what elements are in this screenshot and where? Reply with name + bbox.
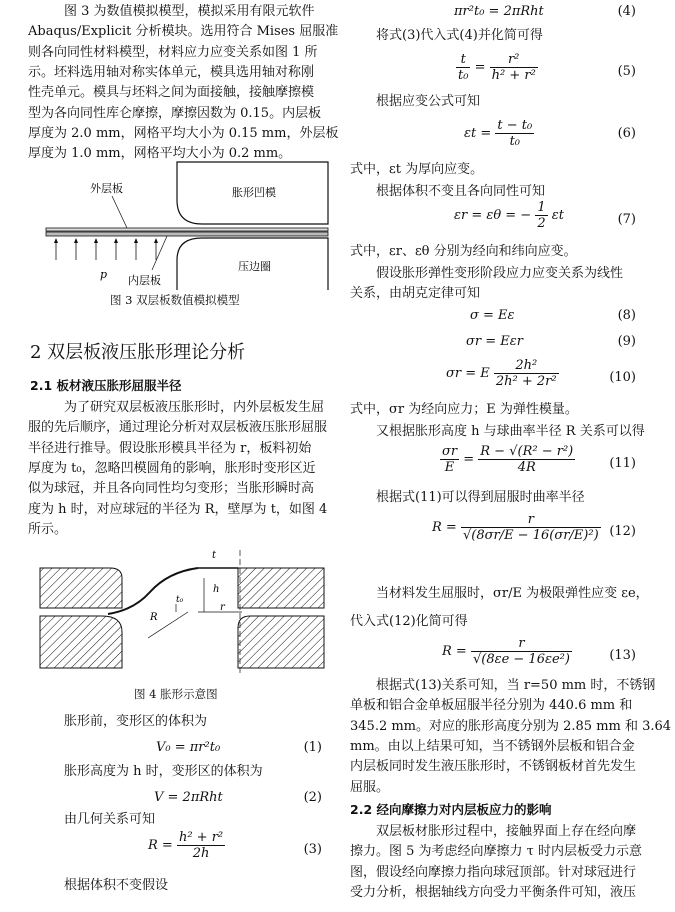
equation-10-num: 2h² — [494, 358, 559, 374]
equation-5: $\frac{t}{\text{t₀}}$ = $\frac{\text{r²}}{\text{h² + r²}}$ (5) — [458, 52, 636, 83]
equation-3 — [148, 830, 330, 861]
para22-line: 擦力。图 5 为考虑经向摩擦力 τ 时内层板受力示意 — [350, 844, 642, 860]
para21-line: 服的先后顺序，通过理论分析对双层板液压胀形屈服 — [28, 420, 328, 436]
result-line: 345.2 mm。对应的胀形高度分别为 2.85 mm 和 3.64 — [350, 718, 672, 734]
equation-5-number: (5) — [617, 64, 636, 79]
para21-line: 为了研究双层板液压胀形时，内外层板发生屈 — [64, 400, 325, 415]
equation-3-lhs: R = — [148, 838, 173, 853]
equation-1-number: (1) — [303, 740, 322, 755]
figure-3-diagram — [42, 160, 332, 290]
text-eq6: 根据应变公式可知 — [376, 94, 481, 109]
equation-4-body: πr²t₀ = 2πRht — [454, 4, 544, 19]
equation-10 — [446, 358, 644, 389]
equation-5-lhs — [456, 52, 470, 83]
equation-10-lhs: σr = E — [446, 366, 490, 381]
equation-4-number: (4) — [617, 4, 636, 19]
equation-6-lhs: εt = — [464, 126, 492, 141]
text-eq13a: 当材料发生屈服时，σr/E 为极限弹性应变 εe， — [376, 586, 649, 601]
fig3-label-ring: 压边圈 — [238, 260, 271, 273]
equation-10-fraction — [494, 358, 559, 389]
fig4-label-R: R — [150, 612, 158, 623]
equation-5-lhs-den: t₀ — [458, 68, 469, 83]
text-hooke-2: 关系，由胡克定律可知 — [350, 286, 481, 301]
equation-12-num: r — [461, 512, 601, 528]
equation-2 — [154, 790, 330, 805]
para22-line: 图，假设经向摩擦力指向球冠顶部。针对球冠进行 — [350, 864, 637, 880]
figure-4-caption: 图 4 胀形示意图 — [134, 687, 218, 701]
text-before-eq3: 由几何关系可知 — [64, 812, 156, 827]
equation-13-fraction — [471, 636, 572, 667]
equation-12-lhs: R = — [432, 520, 457, 535]
equation-8-body: σ = Eε — [470, 308, 515, 323]
equation-3-fraction — [177, 830, 225, 861]
equation-10-den: 2h² + 2r² — [495, 374, 557, 389]
para21-line: 所示。 — [28, 521, 68, 537]
intro-line: 图 3 为数值模拟模型，模拟采用有限元软件 — [64, 4, 315, 19]
para21-line: 半径进行推导。假设胀形模具半径为 r，板料初始 — [28, 440, 312, 456]
equation-12-den: √(8σr/E − 16(σr/E)²) — [462, 528, 599, 543]
fig4-label-h: h — [213, 584, 220, 595]
equation-3-numerator: h² + r² — [178, 830, 224, 845]
para22-line: 双层板材胀形过程中，接触界面上存在经向摩 — [376, 824, 637, 839]
intro-line: 厚度为 1.0 mm，网格平均大小为 0.2 mm。 — [28, 146, 292, 162]
para21-line: 似为球冠，并且各向同性均匀变形；当胀形瞬时高 — [28, 481, 315, 497]
equation-12-number: (12) — [609, 524, 636, 539]
equation-11-num: R − √(R² − r²) — [480, 444, 574, 459]
equation-12 — [432, 512, 644, 543]
equation-3-denominator: 2h — [192, 846, 210, 861]
equation-7-body: εr = εθ = − — [454, 208, 532, 223]
text-eq4: 将式(3)代入式(4)并化简可得 — [376, 28, 543, 43]
section-2-2-heading: 2.2 经向摩擦力对内层板应力的影响 — [350, 802, 552, 817]
equation-7-fraction — [535, 200, 547, 231]
result-line: 根据式(13)关系可知，当 r=50 mm 时，不锈钢 — [376, 678, 656, 693]
equation-7-number: (7) — [617, 212, 636, 227]
section-2-1-heading: 2.1 板材液压胀形屈服半径 — [30, 378, 182, 393]
intro-line: 厚度为 2.0 mm，网格平均大小为 0.15 mm，外层板 — [28, 125, 339, 141]
equation-2-body: V = 2πRht — [154, 790, 223, 805]
figure-3-caption: 图 3 双层板数值模拟模型 — [110, 293, 240, 307]
equation-9 — [466, 334, 644, 349]
result-line: 单板和铝合金单板屈服半径分别为 440.6 mm 和 — [350, 698, 633, 714]
para21-line: 度为 h 时，对应球冠的半径为 R，壁厚为 t，如图 4 — [28, 501, 328, 517]
equation-7-tail: εt — [551, 208, 564, 223]
equation-13-den: √(8εe − 16εe²) — [472, 652, 570, 667]
equation-13-lhs: R = — [442, 644, 467, 659]
equation-7 — [454, 200, 644, 231]
text-eq12: 根据式(11)可以得到屈服时曲率半径 — [376, 490, 585, 505]
equation-11-lhs-num: σr — [442, 444, 458, 459]
equation-2-number: (2) — [303, 790, 322, 805]
intro-line: Abaqus/Explicit 分析模块。选用符合 Mises 屈服准 — [28, 24, 339, 40]
fig4-label-t0: t₀ — [176, 595, 184, 605]
equation-4 — [454, 4, 644, 19]
equation-11-lhs-den: E — [444, 460, 455, 475]
intro-line: 示。坯料选用轴对称实体单元，模具选用轴对称刚 — [28, 64, 315, 80]
equation-6-fraction — [495, 118, 534, 149]
equation-11: $\frac{\sigma r}{E}$ = $\frac{\text{R − √(R² − r²)}}{4R}$ (11) — [442, 444, 636, 475]
intro-line: 则各向同性材料模型，材料应力应变关系如图 1 所 — [28, 44, 318, 60]
equation-9-number: (9) — [617, 334, 636, 349]
equation-10-number: (10) — [609, 370, 636, 385]
equation-6 — [464, 118, 644, 149]
equation-8-number: (8) — [617, 308, 636, 323]
figure-4-diagram — [38, 548, 328, 678]
equation-5-rhs — [490, 52, 538, 83]
text-before-eq2: 胀形高度为 h 时，变形区的体积为 — [64, 764, 263, 779]
text-before-eq1: 胀形前，变形区的体积为 — [64, 714, 208, 729]
equation-9-body: σr = Eεr — [466, 334, 523, 349]
equation-11-den: 4R — [517, 460, 536, 475]
equation-6-den: t₀ — [509, 134, 520, 149]
equation-7-den: 2 — [537, 216, 546, 231]
intro-line: 性壳单元。模具与坯料之间为面接触，接触摩擦模 — [28, 85, 315, 101]
equation-5-num: r² — [490, 52, 538, 68]
text-after-eq7: 式中，εr、εθ 分别为经向和纬向应变。 — [350, 244, 577, 259]
equation-6-number: (6) — [617, 126, 636, 141]
intro-line: 型为各向同性库仑摩擦，摩擦因数为 0.15。内层板 — [28, 105, 322, 121]
equation-13-number: (13) — [609, 648, 636, 663]
fig4-label-t: t — [212, 550, 217, 561]
text-after-eq6: 式中，εt 为厚向应变。 — [350, 162, 484, 177]
result-line: mm。由以上结果可知，当不锈钢外层板和铝合金 — [350, 738, 635, 754]
result-line: 屈服。 — [350, 779, 390, 795]
para21-line: 厚度为 t₀，忽略凹模圆角的影响，胀形时变形区近 — [28, 460, 316, 476]
equation-12-fraction — [461, 512, 601, 543]
fig3-label-p: p — [100, 268, 108, 281]
text-eq13b: 代入式(12)化简可得 — [350, 614, 468, 629]
text-after-eq10: 式中，σr 为经向应力；E 为弹性模量。 — [350, 402, 578, 417]
text-eq7: 根据体积不变且各向同性可知 — [376, 184, 546, 199]
text-hooke-1: 假设胀形弹性变形阶段应力应变关系为线性 — [376, 266, 624, 281]
fig3-label-outer: 外层板 — [90, 182, 123, 195]
equation-11-number: (11) — [609, 456, 636, 471]
text-after-eq3: 根据体积不变假设 — [64, 878, 169, 893]
equation-6-num: t − t₀ — [497, 118, 533, 133]
para22-line: 受力分析，根据轴线方向受力平衡条件可知，液压 — [350, 884, 637, 900]
equation-11-lhs — [440, 444, 459, 475]
equation-13-num: r — [471, 636, 572, 652]
equation-7-num: 1 — [537, 200, 546, 215]
equation-1 — [156, 740, 330, 755]
fig4-label-r: r — [220, 602, 225, 613]
equation-5-lhs-num: t — [456, 52, 470, 68]
fig3-label-inner: 内层板 — [128, 274, 161, 287]
fig3-label-die: 胀形凹模 — [232, 186, 276, 199]
equation-3-number: (3) — [303, 842, 322, 857]
equation-11-rhs — [478, 444, 575, 475]
result-line: 内层板同时发生液压胀形时，不锈钢板材首先发生 — [350, 759, 637, 775]
equation-8 — [470, 308, 644, 323]
equation-13 — [442, 636, 644, 667]
equation-5-den: h² + r² — [491, 68, 536, 83]
text-eq11: 又根据胀形高度 h 与球曲率半径 R 关系可以得 — [376, 424, 645, 439]
section-2-heading: 2 双层板液压胀形理论分析 — [30, 342, 246, 363]
equation-1-body: V₀ = πr²t₀ — [156, 740, 221, 755]
